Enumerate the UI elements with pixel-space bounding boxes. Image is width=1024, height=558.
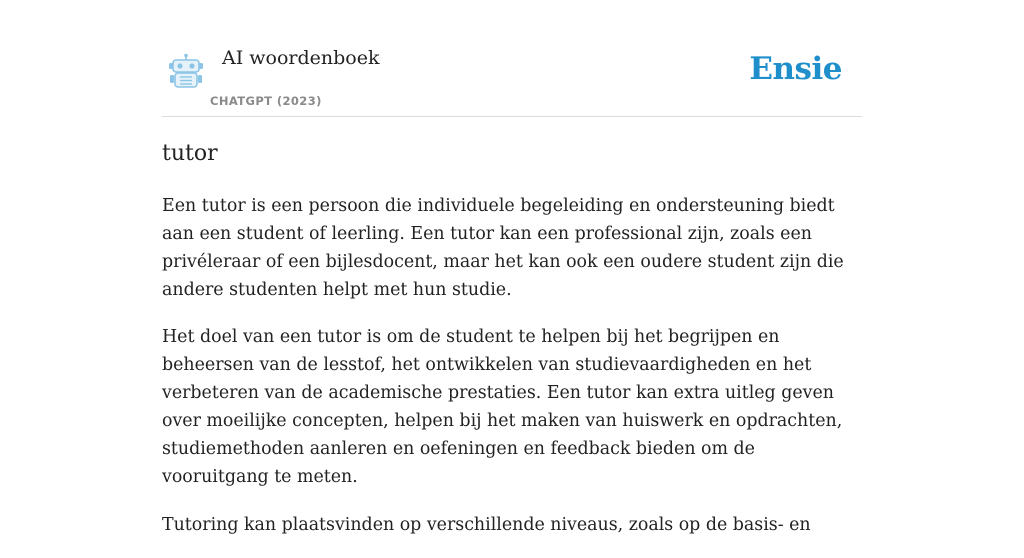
page: [162, 0, 862, 535]
source-meta: CHATGPT (2023): [210, 94, 322, 108]
brand-logo[interactable]: Ensie: [749, 51, 842, 87]
entry-header: [162, 0, 862, 117]
definition-paragraph: Een tutor is een persoon die individuele begeleiding en ondersteuning biedt aan een student of leerling. Een tutor kan een professional zijn, zoals een privéleraar of een bijlesdocent, maar het kan ook een oudere student zijn die andere studenten helpt met hun studie.: [162, 196, 844, 300]
robot-icon: [166, 53, 206, 89]
definition-paragraph: Het doel van een tutor is om de student te helpen bij het begrijpen en beheersen van de lesstof, het ontwikkelen van studievaardigheden en het verbeteren van de academische prestaties. Een tutor kan extra uitleg geven over moeilijke concepten, helpen bij het maken van huiswerk en opdrachten, studiemethoden aanleren en oefeningen en feedback bieden om de vooruitgang te meten.: [162, 327, 843, 487]
source-title[interactable]: AI woordenboek: [222, 47, 380, 69]
definition-paragraph: Tutoring kan plaatsvinden op verschillende niveaus, zoals op de basis- en: [162, 515, 811, 535]
entry-term: tutor: [162, 141, 218, 166]
entry-definition: [162, 192, 862, 558]
